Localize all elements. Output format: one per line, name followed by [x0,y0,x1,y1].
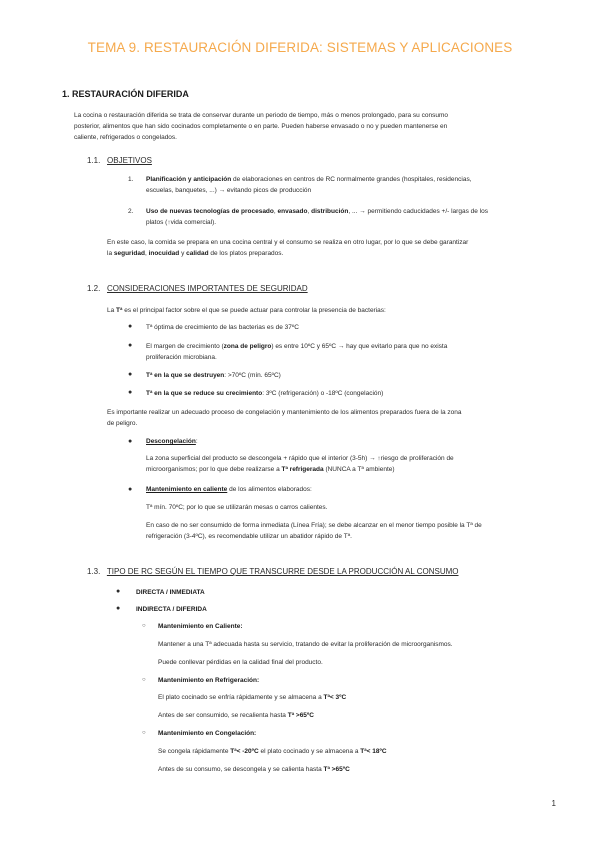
bullet-dot: ● [116,605,121,612]
bold-term: Tª refrigerada [281,466,324,473]
bullet-dot: ● [128,371,133,378]
text-line: refrigeración (3-4ºC), es recomendable utilizar un abatidor rápido de Tª. [146,533,352,540]
item-line: platos (↑vida comercial). [146,219,217,226]
refrigeration-block [158,675,558,686]
text: es el principal factor sobre el que se puede actuar para controlar la presencia de bacterias: [122,307,386,314]
lead-line [107,305,567,316]
item-line [146,206,566,217]
section-1-2-heading [87,283,308,294]
para-line: de peligro. [107,420,138,427]
item-bold: envasado [277,208,308,215]
text-line [158,692,558,703]
text: el plato cocinado y se almacena a [258,748,361,755]
text-line [158,746,558,757]
text-line [158,710,558,721]
bold-term: Tª< 3ºC [323,694,347,701]
text: microorganismos; por lo que debe realizarse a [146,466,282,473]
section-1-1-heading [87,155,152,166]
refrigeration-line-2 [158,710,558,721]
safety-bullet-3 [146,370,566,381]
bullet-line [146,341,566,352]
section-title: CONSIDERACIONES IMPORTANTES DE SEGURIDAD [107,284,308,293]
separator: , [307,208,312,215]
hot-holding-text [146,502,566,513]
note-line [107,248,567,259]
text: y [179,250,187,257]
objective-item-2 [128,206,133,217]
freezing-line-1 [158,746,558,757]
item-bold: Uso de nuevas tecnologías de procesado [146,208,274,215]
intro-line: posterior, alimentos que han sido cocinados completamente o en parte. Pueden haberse envasado o no y pueden mantenerse en [74,123,448,130]
safety-bullet-2 [146,341,566,363]
text-line: La zona superficial del producto se descongela + rápido que el interior (3-5h) → ↑riesgo de proliferación de [146,455,454,462]
freezing-line-2 [158,764,558,775]
text: ) es entre 10ºC y 65ºC → hay que evitarlo para que no exista [271,343,448,350]
bullet-dot: ● [128,486,133,493]
section-number: 1.1. [87,156,101,165]
text: , [144,250,149,257]
bullet-line [146,370,566,381]
section-1-3-heading [87,566,459,577]
hot-holding-lines [158,639,558,650]
bullet-text: Tª óptima de crecimiento de las bacterias es de 37ºC [146,324,299,331]
heading-line [146,484,566,495]
hot-holding-block [158,621,558,632]
bold-term: Tª >65ºC [323,766,350,773]
text: Antes de ser consumido, se recalienta hasta [158,712,288,719]
freezing-block [158,728,558,739]
text: : 3ºC (refrigeración) o -18ºC (congelación) [262,390,384,397]
thawing-heading [146,436,566,447]
bold-term: INDIRECTA / DIFERIDA [136,606,207,613]
bullet-line: proliferación microbiana. [146,354,217,361]
bullet-dot: ● [128,438,133,445]
note-line: En este caso, la comida se prepara en una cocina central y el consumo se realiza en otro lugar, por lo que se debe garantizar [107,239,469,246]
section-1-1-note [107,237,567,259]
safety-bullet-1 [146,322,566,333]
item-bold: distribución [311,208,349,215]
circle-bullet: ○ [142,730,146,736]
safety-lead [107,305,567,316]
text-line: Tª mín. 70ºC; por lo que se utilizarán mesas o carros calientes. [146,504,328,511]
bold-term: Mantenimiento en caliente [146,486,228,493]
rc-type-indirect [136,604,207,615]
bold-term: zona de peligro [223,343,272,350]
text: Se congela rápidamente [158,748,231,755]
bold-term: Tª [116,307,123,314]
text: : [195,438,198,445]
bold-term: Tª en la que se destruyen [146,372,225,379]
bullet-dot: ● [128,389,133,396]
circle-bullet: ○ [142,677,146,683]
bold-term: Tª en la que se reduce su crecimiento [146,390,263,397]
bullet-dot: ● [128,342,133,349]
text: de los alimentos elaborados: [227,486,312,493]
document-title: TEMA 9. RESTAURACIÓN DIFERIDA: SISTEMAS Y APLICACIONES [87,40,513,55]
objective-item-1-text [146,174,566,196]
bullet-line [146,388,566,399]
hot-holding-lines-2 [158,657,558,668]
bullet-dot: ● [128,323,133,330]
rc-type-direct [136,587,205,598]
bold-term: Tª< -20ºC [230,748,259,755]
refrigeration-line-1 [158,692,558,703]
text: de los platos preparados. [208,250,284,257]
bold-term: Mantenimiento en Congelación: [158,730,257,737]
thawing-text [146,453,566,475]
objective-item-2-text [146,206,566,228]
text-line: Mantener a una Tª adecuada hasta su servicio, tratando de evitar la proliferación de microorganismos. [158,641,453,648]
bold-term: Descongelación [146,438,196,445]
item-line: escuelas, banquetes, ...) → evitando picos de producción [146,187,312,194]
bold-term: Mantenimiento en Refrigeración: [158,677,260,684]
section-number: 1.2. [87,284,101,293]
separator: , [273,208,278,215]
text: El plato cocinado se enfría rápidamente y se almacena a [158,694,324,701]
bold-term: Tª >65ºC [287,712,314,719]
section-title: OBJETIVOS [107,156,152,165]
section-title: TIPO DE RC SEGÚN EL TIEMPO QUE TRANSCURRE DESDE LA PRODUCCIÓN AL CONSUMO [106,567,459,576]
bold-term: Tª< 18ºC [360,748,387,755]
heading-line [146,436,566,447]
objective-item-1 [128,174,133,185]
hot-holding-text-2 [146,520,566,542]
item-bold: Planificación y anticipación [146,176,232,183]
item-number: 2. [128,208,134,215]
bold-term: calidad [186,250,209,257]
text: La [107,307,117,314]
safety-paragraph [107,407,567,429]
bold-term: Mantenimiento en Caliente: [158,623,243,630]
text: la [107,250,114,257]
text-line: En caso de no ser consumido de forma inmediata (Línea Fría); se debe alcanzar en el menor tiempo posible la Tª de [146,522,482,529]
item-number: 1. [128,176,134,183]
bold-term: DIRECTA / INMEDIATA [136,589,205,596]
hot-holding-heading [146,484,566,495]
safety-bullet-4 [146,388,566,399]
bold-term: seguridad [113,250,145,257]
bullet-dot: ● [116,588,121,595]
bold-term: inocuidad [148,250,180,257]
section-1-heading: 1. RESTAURACIÓN DIFERIDA [62,89,189,99]
text-line [146,464,566,475]
section-1-intro [74,110,564,143]
item-text: , ... → permitiendo caducidades +/- largas de los [348,208,488,215]
intro-line: La cocina o restauración diferida se trata de conservar durante un periodo de tiempo, más o menos prolongado, para su consumo [74,112,448,119]
text: : >70ºC (mín. 65ºC) [224,372,281,379]
intro-line: caliente, refrigerados o congelados. [74,134,177,141]
text-line [158,764,558,775]
text: (NUNCA a Tª ambiente) [323,466,395,473]
text: Antes de su consumo, se descongela y se calienta hasta [158,766,324,773]
para-line: Es importante realizar un adecuado proceso de congelación y mantenimiento de los alimentos preparados fuera de la zona [107,409,462,416]
text: El margen de crecimiento ( [146,343,224,350]
section-number: 1.3. [87,567,101,576]
circle-bullet: ○ [142,623,146,629]
text-line: Puede conllevar pérdidas en la calidad final del producto. [158,659,323,666]
page-number: 1 [551,799,556,808]
item-text: de elaboraciones en centros de RC normalmente grandes (hospitales, residencias, [231,176,472,183]
item-line [146,174,566,185]
